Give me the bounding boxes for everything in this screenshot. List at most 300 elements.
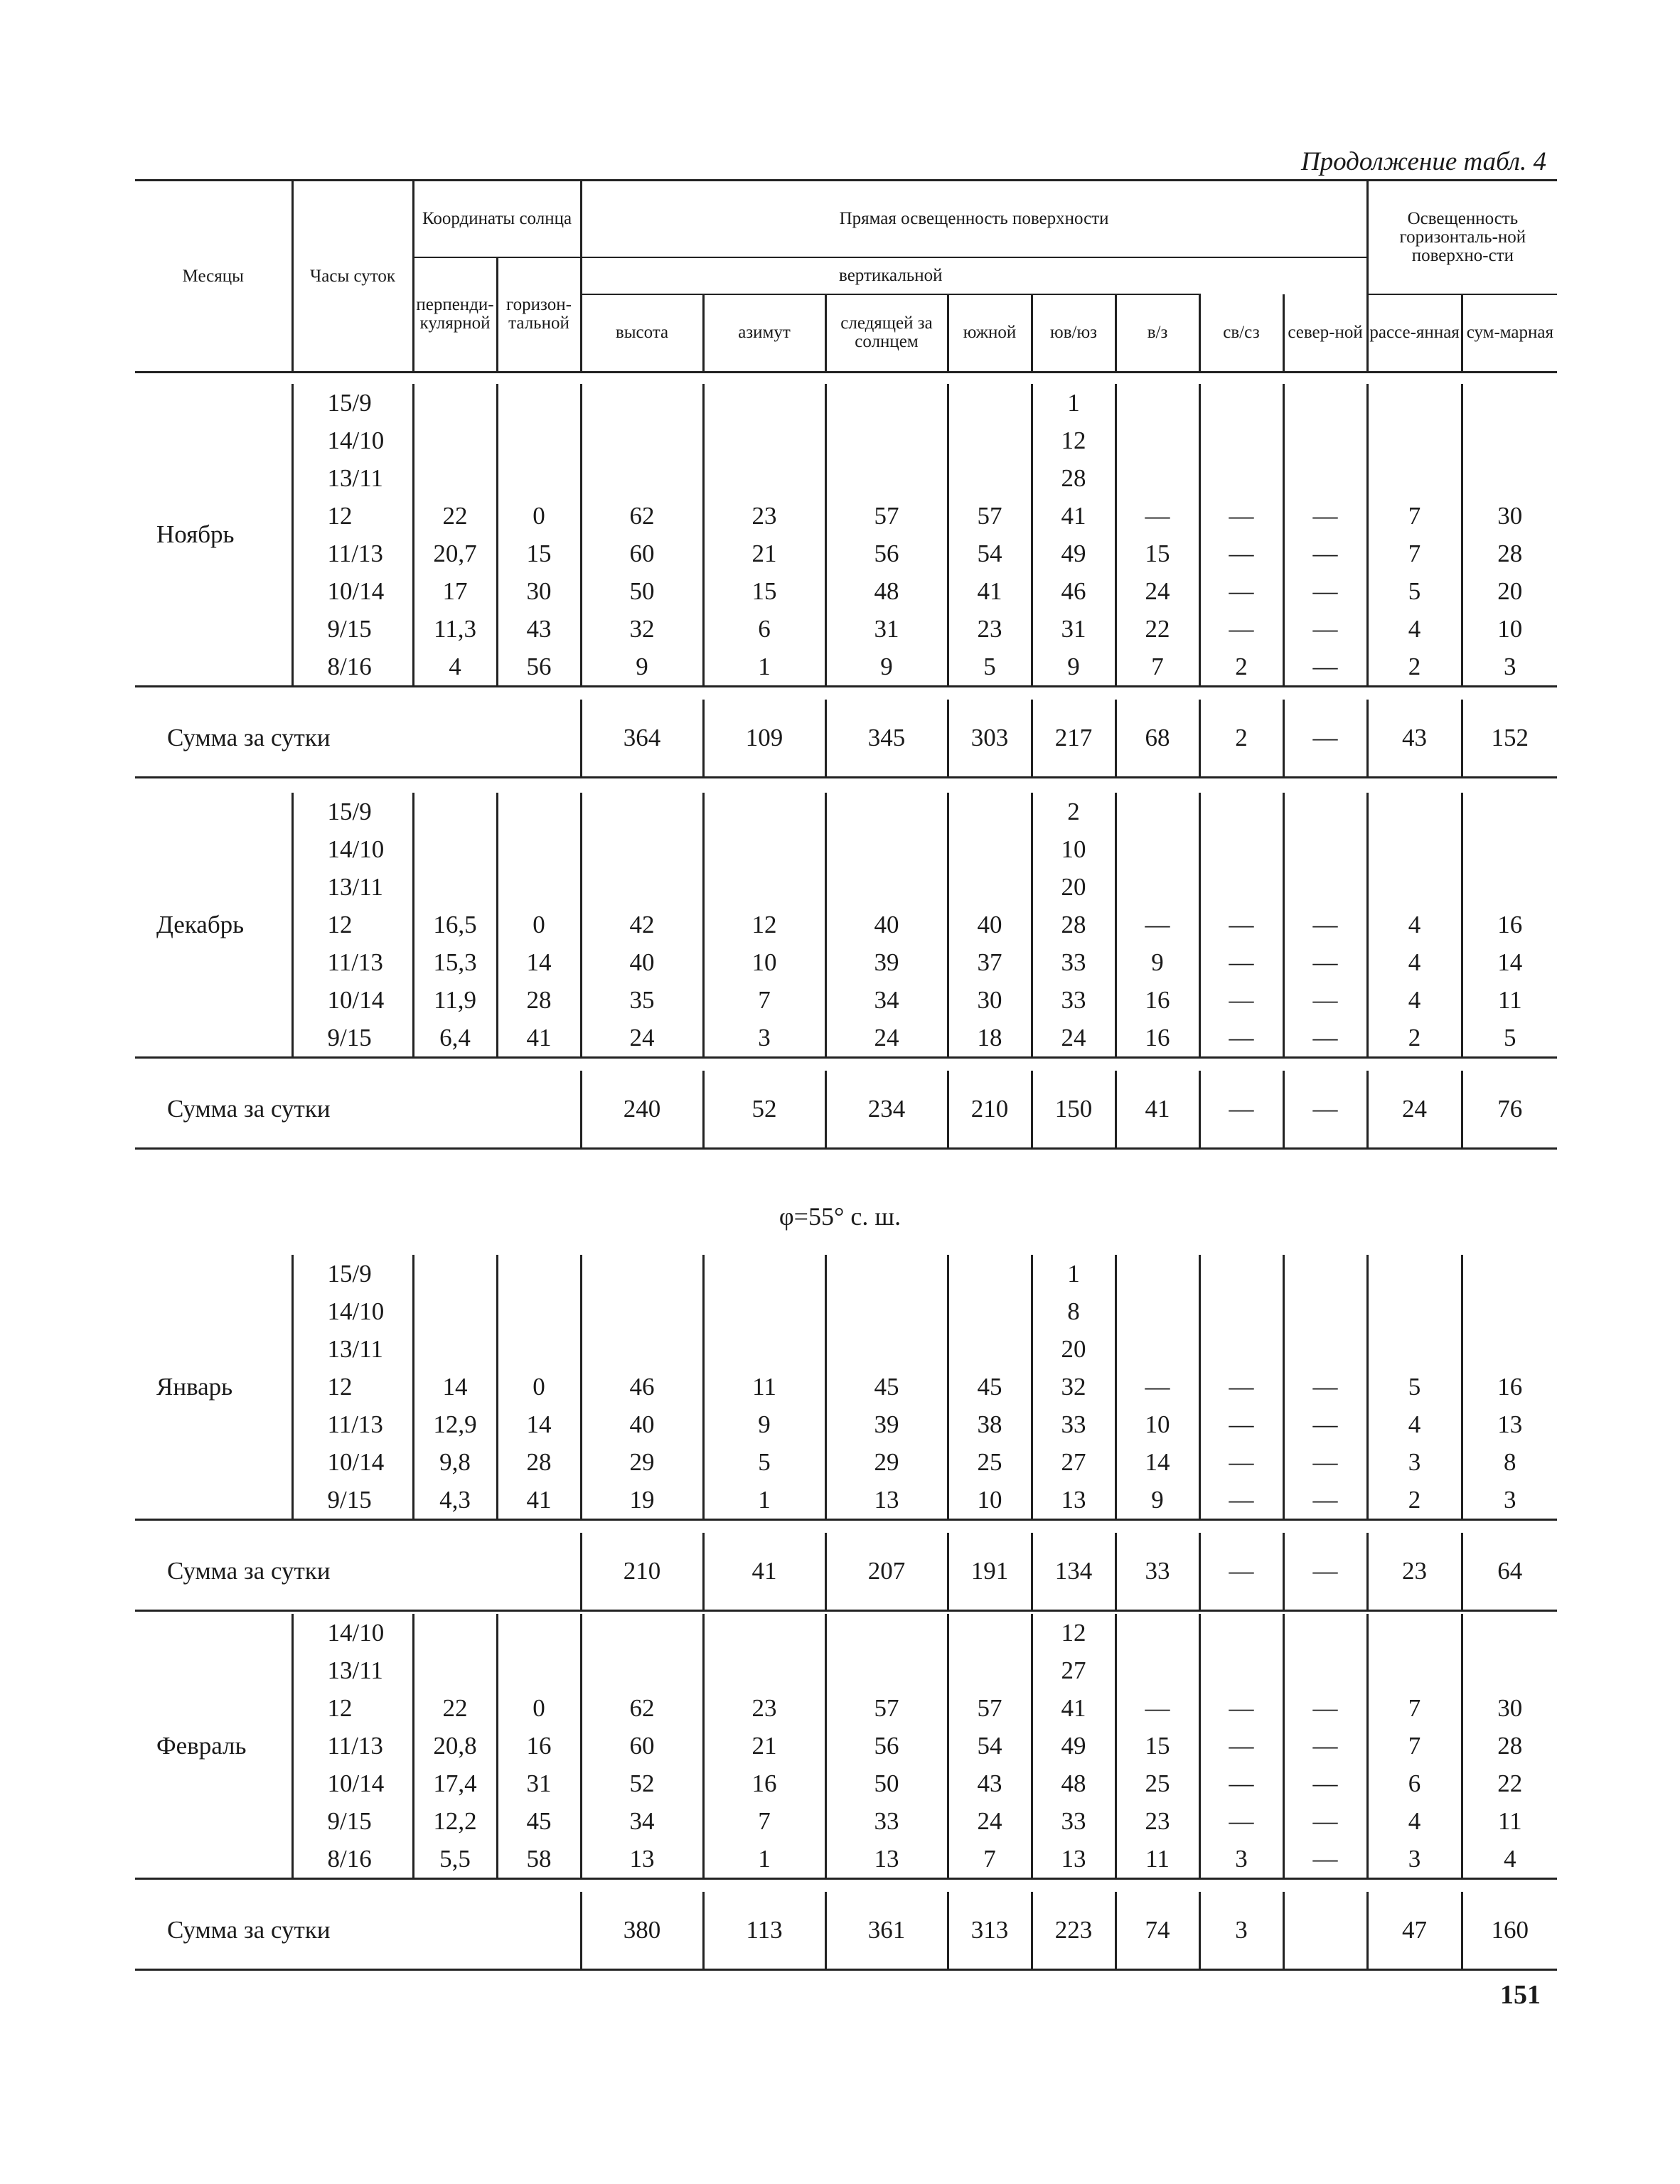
table-cell: 20 (1032, 868, 1115, 906)
table-cell: 23 (948, 610, 1032, 648)
table-cell (413, 459, 497, 497)
sum-cell: — (1283, 700, 1367, 778)
table-cell (825, 793, 948, 830)
table-cell: 14 (497, 1406, 581, 1443)
table-cell: — (1283, 1689, 1367, 1727)
table-cell (1115, 459, 1199, 497)
table-cell (1367, 793, 1462, 830)
table-cell: 30 (497, 572, 581, 610)
table-row (135, 1406, 1557, 1443)
table-cell: 57 (825, 497, 948, 535)
table-cell (1367, 1292, 1462, 1330)
hour-cell: 9/15 (292, 1802, 413, 1840)
table-cell: 14 (1462, 943, 1557, 981)
table-row (135, 830, 1557, 868)
table-cell: — (1283, 1443, 1367, 1481)
sum-cell: 24 (1367, 1071, 1462, 1149)
table-cell: 42 (581, 906, 703, 943)
sum-cell: 234 (825, 1071, 948, 1149)
sum-cell: 68 (1115, 700, 1199, 778)
table-cell: 10 (1032, 830, 1115, 868)
table-row (135, 793, 1557, 830)
table-cell: 0 (497, 1689, 581, 1727)
hour-cell: 11/13 (292, 535, 413, 572)
table-cell (948, 1330, 1032, 1368)
table-cell: 62 (581, 1689, 703, 1727)
table-cell (413, 422, 497, 459)
table-row (135, 943, 1557, 981)
table-cell: 16,5 (413, 906, 497, 943)
table-cell: 5,5 (413, 1840, 497, 1879)
table-cell: 7 (1115, 648, 1199, 687)
table-cell: — (1199, 1368, 1283, 1406)
table-row (135, 1481, 1557, 1520)
table-cell: 60 (581, 535, 703, 572)
table-cell: 7 (1367, 535, 1462, 572)
table-cell: 22 (1115, 610, 1199, 648)
table-cell (413, 384, 497, 422)
sum-cell: 313 (948, 1892, 1032, 1970)
table-cell: 13 (825, 1840, 948, 1879)
table-cell: 30 (1462, 497, 1557, 535)
table-cell: 41 (497, 1481, 581, 1520)
table-cell: — (1199, 497, 1283, 535)
table-row (135, 1840, 1557, 1879)
table-cell (703, 868, 825, 906)
table-cell (581, 830, 703, 868)
sum-cell: 210 (581, 1533, 703, 1611)
table-cell (825, 384, 948, 422)
table-cell (1199, 1330, 1283, 1368)
sum-cell: 2 (1199, 700, 1283, 778)
table-cell: 10 (948, 1481, 1032, 1520)
table-cell: 3 (1462, 648, 1557, 687)
table-cell (1115, 1652, 1199, 1689)
table-cell: 54 (948, 535, 1032, 572)
table-cell (1367, 1330, 1462, 1368)
sum-cell: 152 (1462, 700, 1557, 778)
table-row (135, 459, 1557, 497)
table-cell: 13 (581, 1840, 703, 1879)
table-cell: 14 (1115, 1443, 1199, 1481)
table-cell (1367, 1652, 1462, 1689)
table-row (135, 1614, 1557, 1652)
table-cell (703, 384, 825, 422)
hour-cell: 14/10 (292, 422, 413, 459)
table-cell: 43 (948, 1765, 1032, 1802)
header-ne-nw: св/сз (1199, 294, 1283, 373)
table-cell: 28 (1462, 535, 1557, 572)
hour-cell: 14/10 (292, 1614, 413, 1652)
sum-label: Сумма за сутки (135, 700, 581, 778)
sum-cell: 134 (1032, 1533, 1115, 1611)
table-cell: 5 (703, 1443, 825, 1481)
table-cell (948, 1614, 1032, 1652)
table-cell (948, 1292, 1032, 1330)
table-cell: 16 (1462, 1368, 1557, 1406)
table-cell: 29 (825, 1443, 948, 1481)
table-cell: — (1115, 497, 1199, 535)
table-cell: — (1199, 610, 1283, 648)
table-cell (703, 1255, 825, 1292)
table-cell: 48 (825, 572, 948, 610)
table-cell: 9 (1032, 648, 1115, 687)
sum-cell: 74 (1115, 1892, 1199, 1970)
table-cell: — (1283, 1406, 1367, 1443)
table-cell: 29 (581, 1443, 703, 1481)
table-cell: 20 (1032, 1330, 1115, 1368)
table-cell (825, 1652, 948, 1689)
sum-cell: 191 (948, 1533, 1032, 1611)
table-cell (1283, 459, 1367, 497)
table-cell: 10 (703, 943, 825, 981)
table-cell: 45 (948, 1368, 1032, 1406)
table-cell: 15 (703, 572, 825, 610)
table-row (135, 868, 1557, 906)
table-cell (1462, 1255, 1557, 1292)
table-cell: 41 (1032, 497, 1115, 535)
table-cell (703, 1614, 825, 1652)
table-cell (825, 1330, 948, 1368)
table-cell: 2 (1367, 1481, 1462, 1520)
header-azimuth: азимут (703, 294, 825, 373)
table-cell: 12 (1032, 422, 1115, 459)
table-row (135, 1727, 1557, 1765)
table-cell: 6,4 (413, 1019, 497, 1058)
sum-cell: 47 (1367, 1892, 1462, 1970)
table-cell (1367, 459, 1462, 497)
table-cell: 23 (703, 1689, 825, 1727)
table-cell: 40 (948, 906, 1032, 943)
hour-cell: 11/13 (292, 943, 413, 981)
table-cell: — (1283, 648, 1367, 687)
table-cell (581, 422, 703, 459)
table-cell: 9 (703, 1406, 825, 1443)
table-cell (1283, 422, 1367, 459)
table-cell: 17,4 (413, 1765, 497, 1802)
table-cell (948, 1255, 1032, 1292)
header-south: южной (948, 294, 1032, 373)
table-cell (413, 793, 497, 830)
table-cell: 9,8 (413, 1443, 497, 1481)
table-cell: 10 (1115, 1406, 1199, 1443)
table-cell (825, 830, 948, 868)
table-cell (1367, 1255, 1462, 1292)
table-cell: — (1199, 906, 1283, 943)
sum-cell: 113 (703, 1892, 825, 1970)
table-row (135, 1443, 1557, 1481)
table-cell: — (1283, 943, 1367, 981)
header-north: север-ной (1283, 294, 1367, 373)
table-cell: 39 (825, 1406, 948, 1443)
table-cell: 4,3 (413, 1481, 497, 1520)
table-cell (703, 459, 825, 497)
table-cell: 11,3 (413, 610, 497, 648)
table-cell: 58 (497, 1840, 581, 1879)
table-cell: 57 (948, 497, 1032, 535)
sum-cell: 43 (1367, 700, 1462, 778)
table-cell: 34 (581, 1802, 703, 1840)
hour-cell: 12 (292, 497, 413, 535)
table-cell (1199, 1292, 1283, 1330)
sum-cell: 210 (948, 1071, 1032, 1149)
table-row (135, 648, 1557, 687)
hour-cell: 13/11 (292, 868, 413, 906)
table-cell (703, 422, 825, 459)
sum-cell: 364 (581, 700, 703, 778)
table-cell: 19 (581, 1481, 703, 1520)
month-label: Ноябрь (135, 384, 292, 687)
sum-label: Сумма за сутки (135, 1533, 581, 1611)
table-cell: 33 (1032, 943, 1115, 981)
table-cell: 30 (1462, 1689, 1557, 1727)
table-cell (1283, 1255, 1367, 1292)
sum-cell: 361 (825, 1892, 948, 1970)
table-header (135, 179, 1557, 373)
table-cell: — (1283, 1481, 1367, 1520)
table-cell: 9 (825, 648, 948, 687)
table-cell (413, 830, 497, 868)
table-cell (948, 422, 1032, 459)
table-row (135, 610, 1557, 648)
table-cell: 50 (581, 572, 703, 610)
table-cell: 23 (1115, 1802, 1199, 1840)
hour-cell: 11/13 (292, 1406, 413, 1443)
table-cell: 0 (497, 1368, 581, 1406)
page-number: 151 (1500, 1980, 1541, 2010)
hour-cell: 14/10 (292, 1292, 413, 1330)
table-cell: 27 (1032, 1443, 1115, 1481)
table-cell: 24 (1115, 572, 1199, 610)
table-cell (1199, 384, 1283, 422)
table-cell: — (1283, 1802, 1367, 1840)
table-cell: — (1199, 1727, 1283, 1765)
table-cell: 5 (948, 648, 1032, 687)
table-cell: 31 (825, 610, 948, 648)
table-cell: 4 (1367, 1406, 1462, 1443)
table-cell: 9 (581, 648, 703, 687)
table-cell: — (1283, 1019, 1367, 1058)
table-cell: 2 (1199, 648, 1283, 687)
table-cell: 16 (497, 1727, 581, 1765)
table-cell: 12 (1032, 1614, 1115, 1652)
sum-cell: 150 (1032, 1071, 1115, 1149)
sum-label: Сумма за сутки (135, 1071, 581, 1149)
table-cell: — (1199, 1481, 1283, 1520)
table-cell (1462, 1614, 1557, 1652)
month-block (135, 793, 1557, 1059)
table-cell: 16 (1115, 981, 1199, 1019)
table-cell: 49 (1032, 535, 1115, 572)
table-cell: 20,7 (413, 535, 497, 572)
table-cell (703, 793, 825, 830)
table-cell: 3 (1367, 1443, 1462, 1481)
table-cell (703, 1652, 825, 1689)
table-cell: 39 (825, 943, 948, 981)
table-cell: 20 (1462, 572, 1557, 610)
table-cell (825, 1255, 948, 1292)
table-cell: 31 (1032, 610, 1115, 648)
table-cell (581, 1330, 703, 1368)
table-cell: 12,2 (413, 1802, 497, 1840)
table-cell (581, 1652, 703, 1689)
table-cell: 1 (703, 1840, 825, 1879)
table-cell: 23 (703, 497, 825, 535)
daily-sum-row (135, 1892, 1557, 1971)
table-continuation-caption: Продолжение табл. 4 (1300, 147, 1546, 176)
table-cell: 41 (497, 1019, 581, 1058)
header-altitude: высота (581, 294, 703, 373)
table-cell: 21 (703, 1727, 825, 1765)
table-cell (1199, 830, 1283, 868)
table-cell: 1 (1032, 384, 1115, 422)
table-cell (581, 1292, 703, 1330)
sum-cell: — (1199, 1071, 1283, 1149)
table-cell: 4 (1462, 1840, 1557, 1879)
header-vertical: вертикальной (581, 257, 1199, 294)
table-cell (497, 1255, 581, 1292)
table-cell: 25 (1115, 1765, 1199, 1802)
month-block (135, 1255, 1557, 1521)
table-cell: 1 (703, 1481, 825, 1520)
table-cell: — (1199, 1802, 1283, 1840)
table-cell (581, 459, 703, 497)
table-cell: 2 (1032, 793, 1115, 830)
table-cell: 40 (581, 943, 703, 981)
table-cell: 31 (497, 1765, 581, 1802)
hour-cell: 10/14 (292, 1765, 413, 1802)
table-cell (1283, 1330, 1367, 1368)
table-cell: 7 (703, 981, 825, 1019)
table-row (135, 572, 1557, 610)
table-cell: — (1199, 1443, 1283, 1481)
sum-cell: 109 (703, 700, 825, 778)
table-row (135, 535, 1557, 572)
table-cell: 41 (1032, 1689, 1115, 1727)
hour-cell: 12 (292, 1368, 413, 1406)
table-cell (1462, 459, 1557, 497)
table-cell: 25 (948, 1443, 1032, 1481)
table-cell: 12,9 (413, 1406, 497, 1443)
sum-cell: — (1199, 1533, 1283, 1611)
header-horizontal-illumination: Освещенность горизонталь-ной поверхно-сти (1367, 181, 1557, 294)
table-cell: 11 (703, 1368, 825, 1406)
table-cell (1283, 1652, 1367, 1689)
table-cell: 22 (413, 497, 497, 535)
table-cell: 3 (1367, 1840, 1462, 1879)
sum-cell: 380 (581, 1892, 703, 1970)
table-cell (581, 1255, 703, 1292)
table-cell: 60 (581, 1727, 703, 1765)
table-cell (948, 1652, 1032, 1689)
table-cell: — (1283, 1840, 1367, 1879)
table-cell: 28 (497, 981, 581, 1019)
daily-sum-row (135, 700, 1557, 778)
sum-label: Сумма за сутки (135, 1892, 581, 1970)
table-cell (1367, 422, 1462, 459)
table-cell (1115, 1614, 1199, 1652)
table-cell: 21 (703, 535, 825, 572)
hour-cell: 8/16 (292, 648, 413, 687)
table-cell: 3 (703, 1019, 825, 1058)
table-cell: 57 (948, 1689, 1032, 1727)
table-cell: 28 (1032, 459, 1115, 497)
header-total: сум-марная (1462, 294, 1557, 373)
daily-sum-row (135, 1071, 1557, 1150)
table-cell: — (1283, 535, 1367, 572)
table-cell: 15 (1115, 535, 1199, 572)
table-cell (1283, 830, 1367, 868)
table-cell: 13 (1032, 1840, 1115, 1879)
table-cell (948, 868, 1032, 906)
table-cell: 11 (1462, 981, 1557, 1019)
table-cell: 14 (413, 1368, 497, 1406)
header-direct-illumination: Прямая освещенность поверхности (581, 181, 1367, 257)
table-row (135, 1652, 1557, 1689)
table-cell: — (1283, 1368, 1367, 1406)
table-cell (1283, 384, 1367, 422)
table-cell: 11,9 (413, 981, 497, 1019)
table-cell: — (1283, 981, 1367, 1019)
hour-cell: 9/15 (292, 610, 413, 648)
table-cell: — (1199, 943, 1283, 981)
table-cell: 13 (1032, 1481, 1115, 1520)
table-cell: 56 (497, 648, 581, 687)
hour-cell: 9/15 (292, 1481, 413, 1520)
table-cell: 52 (581, 1765, 703, 1802)
table-cell (1199, 793, 1283, 830)
sum-cell: 303 (948, 700, 1032, 778)
hour-cell: 12 (292, 906, 413, 943)
table-cell (1199, 868, 1283, 906)
table-cell (581, 384, 703, 422)
table-cell: 38 (948, 1406, 1032, 1443)
table-cell (1367, 384, 1462, 422)
table-cell: 37 (948, 943, 1032, 981)
table-cell: 4 (1367, 1802, 1462, 1840)
header-sun-coords: Координаты солнца (413, 181, 581, 257)
sum-cell: 41 (703, 1533, 825, 1611)
table-cell: 4 (1367, 981, 1462, 1019)
table-cell: — (1199, 572, 1283, 610)
table-cell (1115, 1255, 1199, 1292)
table-cell: — (1283, 610, 1367, 648)
table-cell: 50 (825, 1765, 948, 1802)
hour-cell: 9/15 (292, 1019, 413, 1058)
month-label: Декабрь (135, 793, 292, 1058)
table-cell (497, 793, 581, 830)
table-cell: 7 (1367, 497, 1462, 535)
table-cell (1367, 830, 1462, 868)
table-cell: — (1199, 1019, 1283, 1058)
header-diffuse: рассе-янная (1367, 294, 1462, 373)
table-cell: 33 (825, 1802, 948, 1840)
table-cell: — (1283, 497, 1367, 535)
table-cell: 7 (1367, 1689, 1462, 1727)
table-cell: 35 (581, 981, 703, 1019)
table-cell: 13 (1462, 1406, 1557, 1443)
table-row (135, 1330, 1557, 1368)
table-cell: 56 (825, 535, 948, 572)
table-cell: 33 (1032, 1802, 1115, 1840)
table-cell (825, 868, 948, 906)
table-cell: 4 (1367, 906, 1462, 943)
table-cell: 43 (497, 610, 581, 648)
table-cell (1199, 1255, 1283, 1292)
table-cell: 28 (1462, 1727, 1557, 1765)
table-cell (1199, 459, 1283, 497)
table-cell: 11 (1115, 1840, 1199, 1879)
